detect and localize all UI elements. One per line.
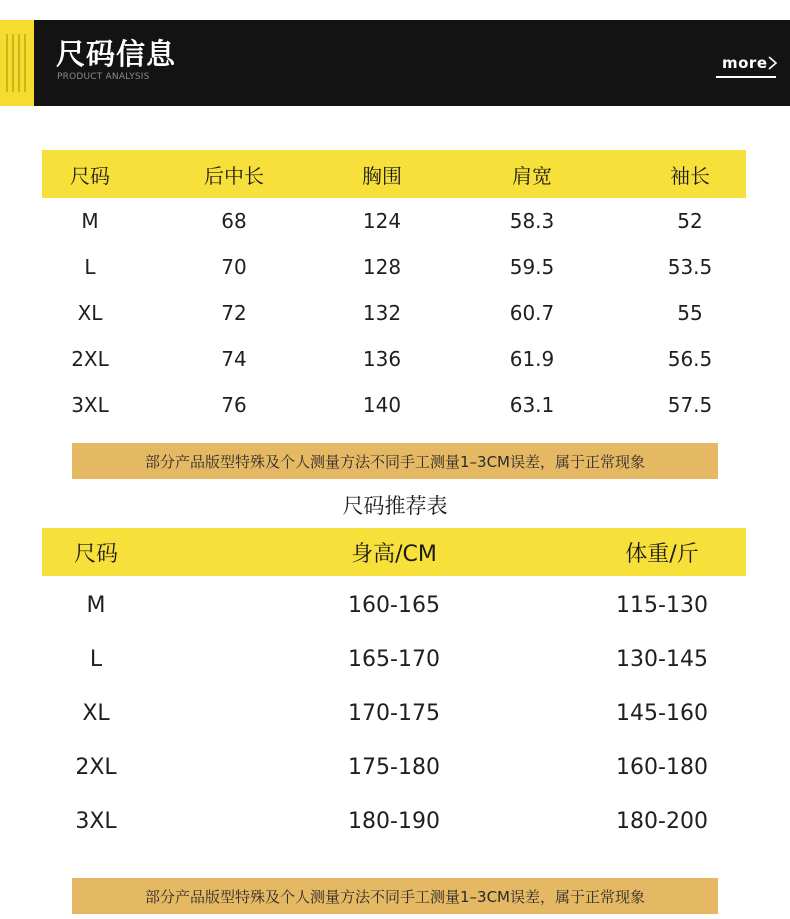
table-cell: 68 <box>221 209 247 233</box>
measurement-note: 部分产品版型特殊及个人测量方法不同手工测量1–3CM误差，属于正常现象 <box>72 443 718 479</box>
size-table-header <box>42 150 746 198</box>
banner-stripe-decoration <box>0 20 34 106</box>
table-cell: 52 <box>677 209 703 233</box>
table-cell: L <box>84 255 96 279</box>
column-header: 尺码 <box>70 163 110 188</box>
table-row <box>42 794 746 848</box>
table-cell: 72 <box>221 301 247 325</box>
table-cell: 124 <box>362 209 402 233</box>
table-row <box>42 686 746 740</box>
column-header: 袖长 <box>670 163 710 188</box>
table-cell: 3XL <box>75 808 117 834</box>
table-cell: 160-180 <box>616 754 708 780</box>
table-cell: 60.7 <box>509 301 555 325</box>
table-cell: M <box>81 209 99 233</box>
page-title: 尺码信息 <box>56 37 177 71</box>
table-cell: 57.5 <box>667 393 713 417</box>
table-cell: 180-200 <box>616 808 708 834</box>
table-cell: 58.3 <box>509 209 555 233</box>
table-row <box>42 336 746 382</box>
measurement-note: 部分产品版型特殊及个人测量方法不同手工测量1–3CM误差，属于正常现象 <box>72 878 718 914</box>
table-row <box>42 578 746 632</box>
table-cell: M <box>86 592 106 618</box>
table-row <box>42 244 746 290</box>
table-row <box>42 290 746 336</box>
recommend-table-title: 尺码推荐表 <box>342 494 448 518</box>
table-cell: 76 <box>221 393 247 417</box>
table-cell: 140 <box>362 393 402 417</box>
table-row <box>42 382 746 428</box>
table-cell: 160-165 <box>348 592 440 618</box>
table-cell: 130-145 <box>616 646 708 672</box>
table-cell: 55 <box>677 301 703 325</box>
table-cell: 115-130 <box>616 592 708 618</box>
table-cell: 165-170 <box>348 646 440 672</box>
column-header: 后中长 <box>204 163 264 188</box>
table-cell: L <box>89 646 103 672</box>
table-cell: 2XL <box>75 754 117 780</box>
column-header: 肩宽 <box>512 163 552 188</box>
more-underline <box>716 76 776 78</box>
table-cell: 175-180 <box>348 754 440 780</box>
table-cell: 56.5 <box>667 347 713 371</box>
table-cell: 145-160 <box>616 700 708 726</box>
page-subtitle: PRODUCT ANALYSIS <box>57 72 150 82</box>
table-cell: XL <box>77 301 103 325</box>
table-cell: 180-190 <box>348 808 440 834</box>
table-row <box>42 198 746 244</box>
recommend-table-header <box>42 528 746 576</box>
table-cell: XL <box>82 700 110 726</box>
table-row <box>42 740 746 794</box>
chevron-right-icon[interactable] <box>766 56 778 70</box>
table-cell: 132 <box>362 301 402 325</box>
header-banner <box>0 20 790 106</box>
table-cell: 70 <box>221 255 247 279</box>
table-cell: 170-175 <box>348 700 440 726</box>
table-cell: 61.9 <box>509 347 555 371</box>
table-cell: 136 <box>362 347 402 371</box>
column-header: 胸围 <box>362 163 402 188</box>
table-cell: 63.1 <box>509 393 555 417</box>
column-header: 尺码 <box>73 541 118 567</box>
table-cell: 53.5 <box>667 255 713 279</box>
more-link[interactable]: more <box>722 54 768 72</box>
table-cell: 2XL <box>71 347 109 371</box>
table-cell: 74 <box>221 347 247 371</box>
table-cell: 59.5 <box>509 255 555 279</box>
table-cell: 3XL <box>71 393 109 417</box>
table-row <box>42 632 746 686</box>
table-cell: 128 <box>362 255 402 279</box>
column-header: 身高/CM <box>351 541 437 567</box>
column-header: 体重/斤 <box>625 541 699 567</box>
